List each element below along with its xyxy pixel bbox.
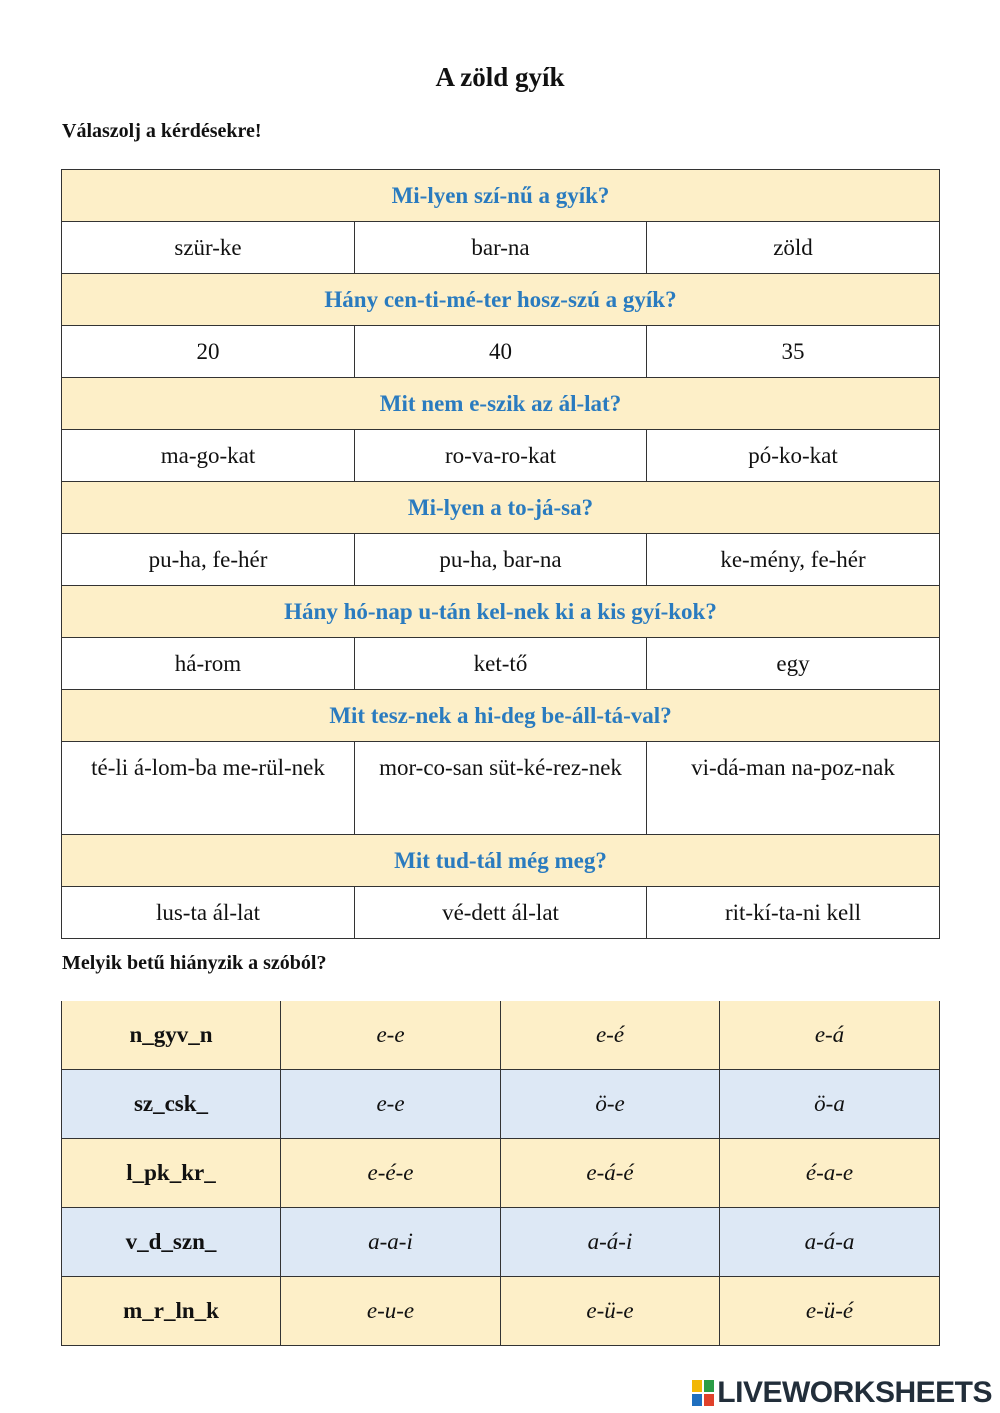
- answer-option[interactable]: té-li á-lom-ba me-rül-nek: [62, 742, 355, 835]
- answer-option[interactable]: rit-kí-ta-ni kell: [647, 887, 940, 939]
- quiz-table: [61, 169, 940, 939]
- answer-row: [62, 638, 940, 690]
- letter-option[interactable]: e-é: [501, 1001, 720, 1070]
- word-row: [62, 1001, 940, 1070]
- page-title: A zöld gyík: [435, 62, 565, 92]
- question-row: [62, 378, 940, 430]
- letter-option[interactable]: e-e: [281, 1001, 501, 1070]
- answer-option[interactable]: há-rom: [62, 638, 355, 690]
- logo-text: LIVEWORKSHEETS: [717, 1376, 992, 1409]
- word-with-gaps: m_r_ln_k: [62, 1277, 281, 1346]
- answer-row: [62, 887, 940, 939]
- letter-option[interactable]: ö-a: [720, 1070, 940, 1139]
- answer-row: [62, 534, 940, 586]
- answer-option[interactable]: ma-go-kat: [62, 430, 355, 482]
- question-row: [62, 835, 940, 887]
- question-text: Hány cen-ti-mé-ter hosz-szú a gyík?: [62, 274, 940, 326]
- answer-option[interactable]: bar-na: [355, 222, 647, 274]
- question-text: Mit nem e-szik az ál-lat?: [62, 378, 940, 430]
- answer-option[interactable]: pu-ha, bar-na: [355, 534, 647, 586]
- answer-option[interactable]: mor-co-san süt-ké-rez-nek: [355, 742, 647, 835]
- liveworksheets-logo-icon: [692, 1380, 714, 1406]
- answer-option[interactable]: 40: [355, 326, 647, 378]
- letter-option[interactable]: é-a-e: [720, 1139, 940, 1208]
- letter-option[interactable]: a-a-i: [281, 1208, 501, 1277]
- answer-row: [62, 222, 940, 274]
- answer-option[interactable]: pó-ko-kat: [647, 430, 940, 482]
- answer-option[interactable]: ro-va-ro-kat: [355, 430, 647, 482]
- instruction-questions: Válaszolj a kérdésekre!: [62, 120, 262, 142]
- answer-option[interactable]: zöld: [647, 222, 940, 274]
- instruction-missing-letters: Melyik betű hiányzik a szóból?: [62, 952, 327, 974]
- question-text: Mi-lyen szí-nű a gyík?: [62, 170, 940, 222]
- question-text: Mi-lyen a to-já-sa?: [62, 482, 940, 534]
- answer-option[interactable]: pu-ha, fe-hér: [62, 534, 355, 586]
- answer-option[interactable]: ke-mény, fe-hér: [647, 534, 940, 586]
- letter-option[interactable]: a-á-a: [720, 1208, 940, 1277]
- letter-option[interactable]: e-ü-e: [501, 1277, 720, 1346]
- letter-option[interactable]: a-á-i: [501, 1208, 720, 1277]
- question-row: [62, 482, 940, 534]
- answer-option[interactable]: 35: [647, 326, 940, 378]
- question-text: Hány hó-nap u-tán kel-nek ki a kis gyí-kok?: [62, 586, 940, 638]
- word-with-gaps: n_gyv_n: [62, 1001, 281, 1070]
- word-row: [62, 1070, 940, 1139]
- answer-row: [62, 742, 940, 835]
- answer-option[interactable]: vé-dett ál-lat: [355, 887, 647, 939]
- answer-option[interactable]: 20: [62, 326, 355, 378]
- answer-row: [62, 326, 940, 378]
- word-row: [62, 1208, 940, 1277]
- answer-option[interactable]: egy: [647, 638, 940, 690]
- letter-option[interactable]: ö-e: [501, 1070, 720, 1139]
- answer-option[interactable]: lus-ta ál-lat: [62, 887, 355, 939]
- missing-letters-table: [61, 1001, 940, 1346]
- letter-option[interactable]: e-é-e: [281, 1139, 501, 1208]
- letter-option[interactable]: e-e: [281, 1070, 501, 1139]
- word-with-gaps: v_d_szn_: [62, 1208, 281, 1277]
- letter-option[interactable]: e-á: [720, 1001, 940, 1070]
- answer-row: [62, 430, 940, 482]
- word-with-gaps: l_pk_kr_: [62, 1139, 281, 1208]
- question-text: Mit tesz-nek a hi-deg be-áll-tá-val?: [62, 690, 940, 742]
- word-row: [62, 1139, 940, 1208]
- letter-option[interactable]: e-ü-é: [720, 1277, 940, 1346]
- word-with-gaps: sz_csk_: [62, 1070, 281, 1139]
- answer-option[interactable]: szür-ke: [62, 222, 355, 274]
- letter-option[interactable]: e-u-e: [281, 1277, 501, 1346]
- liveworksheets-logo: [692, 1376, 992, 1410]
- answer-option[interactable]: vi-dá-man na-poz-nak: [647, 742, 940, 835]
- question-text: Mit tud-tál még meg?: [62, 835, 940, 887]
- question-row: [62, 690, 940, 742]
- question-row: [62, 170, 940, 222]
- question-row: [62, 274, 940, 326]
- answer-option[interactable]: ket-tő: [355, 638, 647, 690]
- word-row: [62, 1277, 940, 1346]
- question-row: [62, 586, 940, 638]
- letter-option[interactable]: e-á-é: [501, 1139, 720, 1208]
